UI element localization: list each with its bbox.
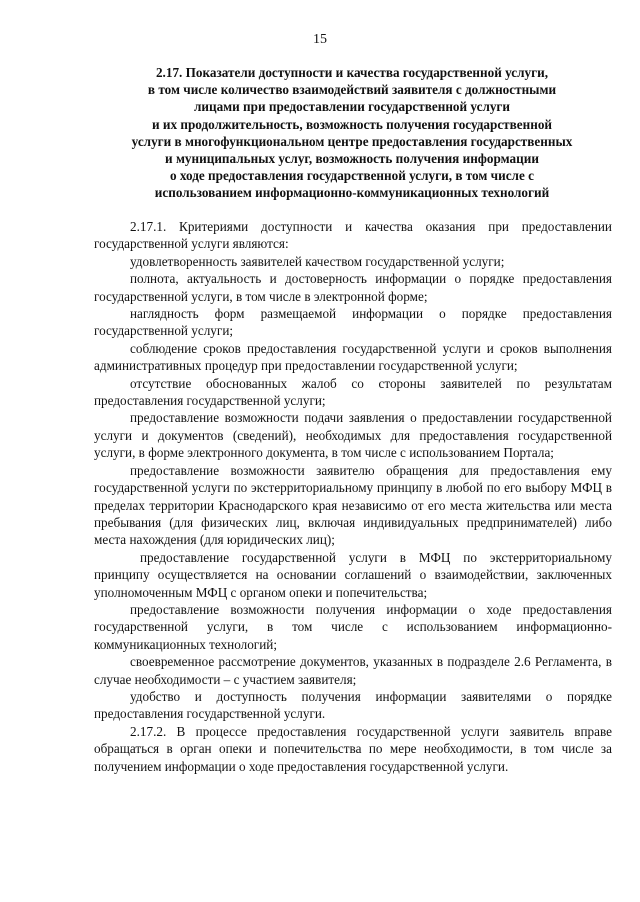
paragraph-2-17-2: 2.17.2. В процессе предоставления государственной услуги заявитель вправе обращаться в орган опеки и попечительства по мере необходимости, в том числе за получением информации о ходе предоставления государственной услуги. [94, 723, 612, 774]
criterion-paragraph: предоставление возможности заявителю обращения для предоставления ему государственной услуги по экстерриториальному принципу в любой по его выбору МФЦ в пределах территории Краснодарского края независимо от его места жительства или места пребывания (для физических лиц, включая индивидуальных предпринимателей) либо места нахождения (для юридических лиц); [94, 462, 612, 548]
criterion-paragraph: удобство и доступность получения информации заявителями о порядке предоставления государственной услуги. [94, 688, 612, 722]
criterion-paragraph: предоставление возможности подачи заявления о предоставлении государственной услуги и документов (сведений), необходимых для предоставления государственной услуги, в форме электронного документа, в том числе с использованием Портала; [94, 410, 612, 461]
section-heading [92, 64, 612, 202]
heading-line: и их продолжительность, возможность получения государственной [151, 116, 553, 132]
heading-line: о ходе предоставления государственной услуги, в том числе с [170, 168, 534, 184]
criterion-paragraph: соблюдение сроков предоставления государственной услуги и сроков выполнения административных процедур при предоставлении государственной услуги; [94, 340, 612, 374]
heading-line: и муниципальных услуг, возможность получения информации [165, 151, 539, 167]
heading-line: услуги в многофункциональном центре предоставления государственных [131, 133, 573, 149]
heading-line: 2.17. Показатели доступности и качества государственной услуги, [155, 65, 549, 80]
criterion-paragraph: своевременное рассмотрение документов, указанных в подразделе 2.6 Регламента, в случае необходимости – с участием заявителя; [94, 654, 612, 687]
criterion-paragraph: предоставление государственной услуги в МФЦ по экстерриториальному принципу осуществляется на основании соглашений о взаимодействии, заключенных уполномоченным МФЦ с органом опеки и попечительства; [94, 549, 612, 600]
criterion-paragraph: полнота, актуальность и достоверность информации о порядке предоставления государственной услуги, в том числе в электронной форме; [94, 271, 612, 304]
page-number: 15 [313, 32, 327, 47]
criterion-paragraph: удовлетворенность заявителей качеством государственной услуги; [130, 253, 505, 269]
heading-line: в том числе количество взаимодействий заявителя с должностными [147, 82, 557, 98]
criterion-paragraph: отсутствие обоснованных жалоб со стороны заявителей по результатам предоставления государственной услуги; [94, 375, 612, 409]
heading-line: лицами при предоставлении государственной услуги [193, 99, 511, 115]
body-text [94, 218, 612, 775]
heading-line: использованием информационно-коммуникационных технологий [154, 185, 550, 201]
criterion-paragraph: наглядность форм размещаемой информации о порядке предоставления государственной услуги; [94, 306, 612, 339]
paragraph-2-17-1: 2.17.1. Критериями доступности и качества оказания при предоставлении государственной услуги являются: [94, 219, 612, 252]
criterion-paragraph: предоставление возможности получения информации о ходе предоставления государственной услуги, в том числе с использованием информационно-коммуникационных технологий; [94, 601, 612, 652]
